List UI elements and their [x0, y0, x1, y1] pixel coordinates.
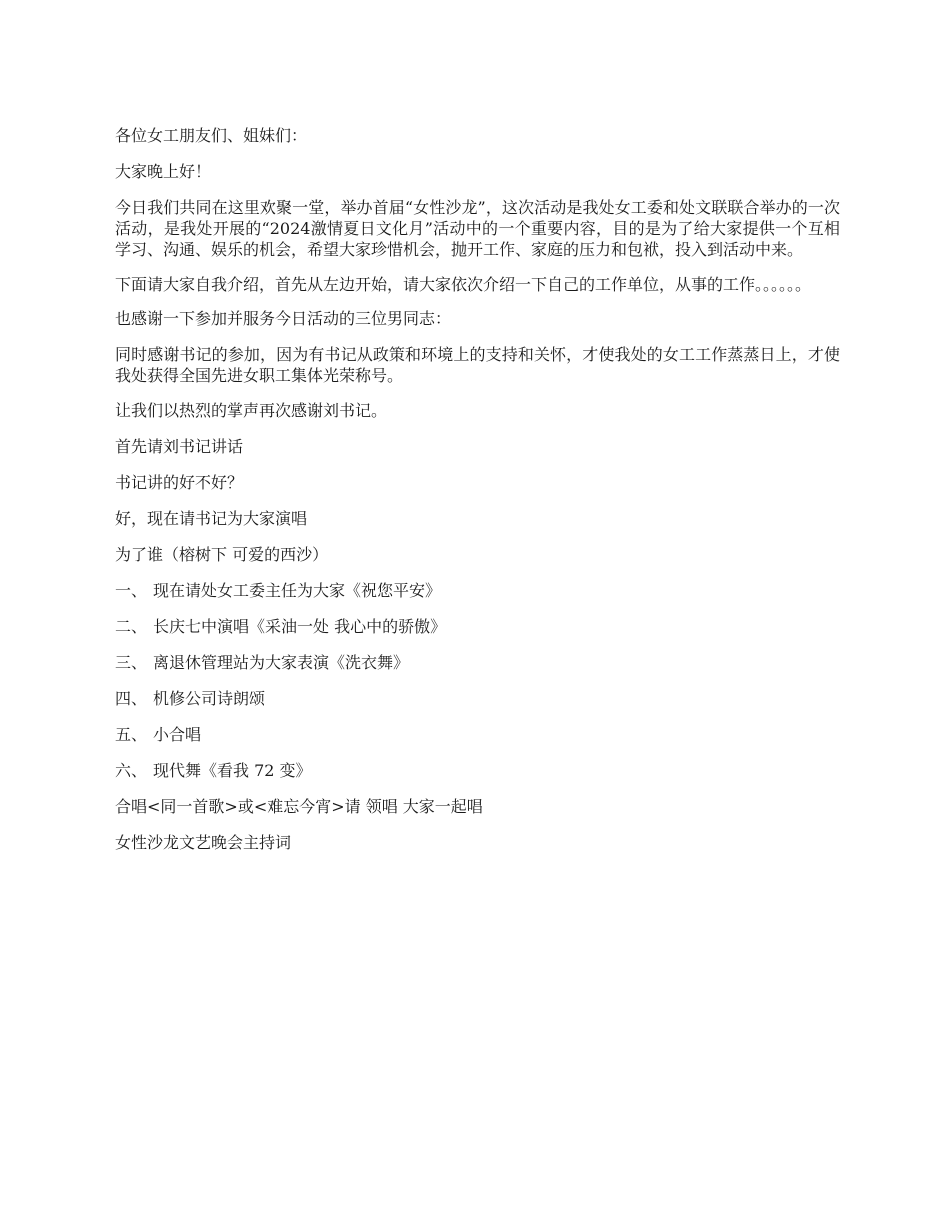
program-item-number: 四、 — [115, 688, 148, 708]
program-item — [115, 580, 840, 601]
program-item — [115, 688, 840, 709]
salutation: 各位女工朋友们、姐妹们： — [115, 126, 308, 145]
paragraph-song: 为了谁（榕树下 可爱的西沙） — [115, 544, 329, 564]
program-item-number: 五、 — [115, 724, 148, 744]
closing-line: 合唱<同一首歌>或<难忘今宵>请 领唱 大家一起唱 — [115, 796, 483, 816]
program-item-text: 长庆七中演唱《采油一处 我心中的骄傲》 — [153, 616, 447, 636]
program-item-number: 一、 — [115, 580, 148, 600]
paragraph-question: 书记讲的好不好？ — [115, 472, 244, 492]
program-item-number: 六、 — [115, 760, 148, 780]
program-item — [115, 724, 840, 745]
paragraph-applause: 让我们以热烈的掌声再次感谢刘书记。 — [115, 400, 388, 420]
program-item — [115, 760, 840, 781]
program-item-number: 三、 — [115, 652, 148, 672]
paragraph-intro: 今日我们共同在这里欢聚一堂，举办首届“女性沙龙”，这次活动是我处女工委和处文联联合举办的一次活动，是我处开展的“2024激情夏日文化月”活动中的一个重要内容，目的是为了给大家提供一个互相学习、沟通、娱乐的机会，希望大家珍惜机会，抛开工作、家庭的压力和包袱，投入到活动中来。 — [115, 198, 840, 259]
document-title-footer: 女性沙龙文艺晚会主持词 — [115, 832, 292, 852]
paragraph-thanks-secretary: 同时感谢书记的参加，因为有书记从政策和环境上的支持和关怀，才使我处的女工工作蒸蒸日上，才使我处获得全国先进女职工集体光荣称号。 — [115, 345, 840, 385]
paragraph-self-introduction: 下面请大家自我介绍，首先从左边开始，请大家依次介绍一下自己的工作单位，从事的工作。。。。。。 — [115, 274, 812, 294]
paragraph-thanks-men: 也感谢一下参加并服务今日活动的三位男同志： — [115, 309, 452, 328]
paragraph-sing: 好，现在请书记为大家演唱 — [115, 508, 308, 528]
program-item-text: 现代舞《看我 72 变》 — [153, 760, 312, 780]
program-item-text: 离退休管理站为大家表演《洗衣舞》 — [153, 652, 410, 672]
program-item-text: 机修公司诗朗颂 — [153, 688, 266, 708]
program-item — [115, 616, 840, 637]
paragraph-speech: 首先请刘书记讲话 — [115, 436, 244, 456]
program-item-number: 二、 — [115, 616, 148, 636]
greeting: 大家晚上好！ — [115, 162, 212, 181]
program-item-text: 现在请处女工委主任为大家《祝您平安》 — [153, 580, 442, 600]
program-item-text: 小合唱 — [153, 724, 202, 744]
program-item — [115, 652, 840, 673]
document-page — [115, 125, 840, 868]
